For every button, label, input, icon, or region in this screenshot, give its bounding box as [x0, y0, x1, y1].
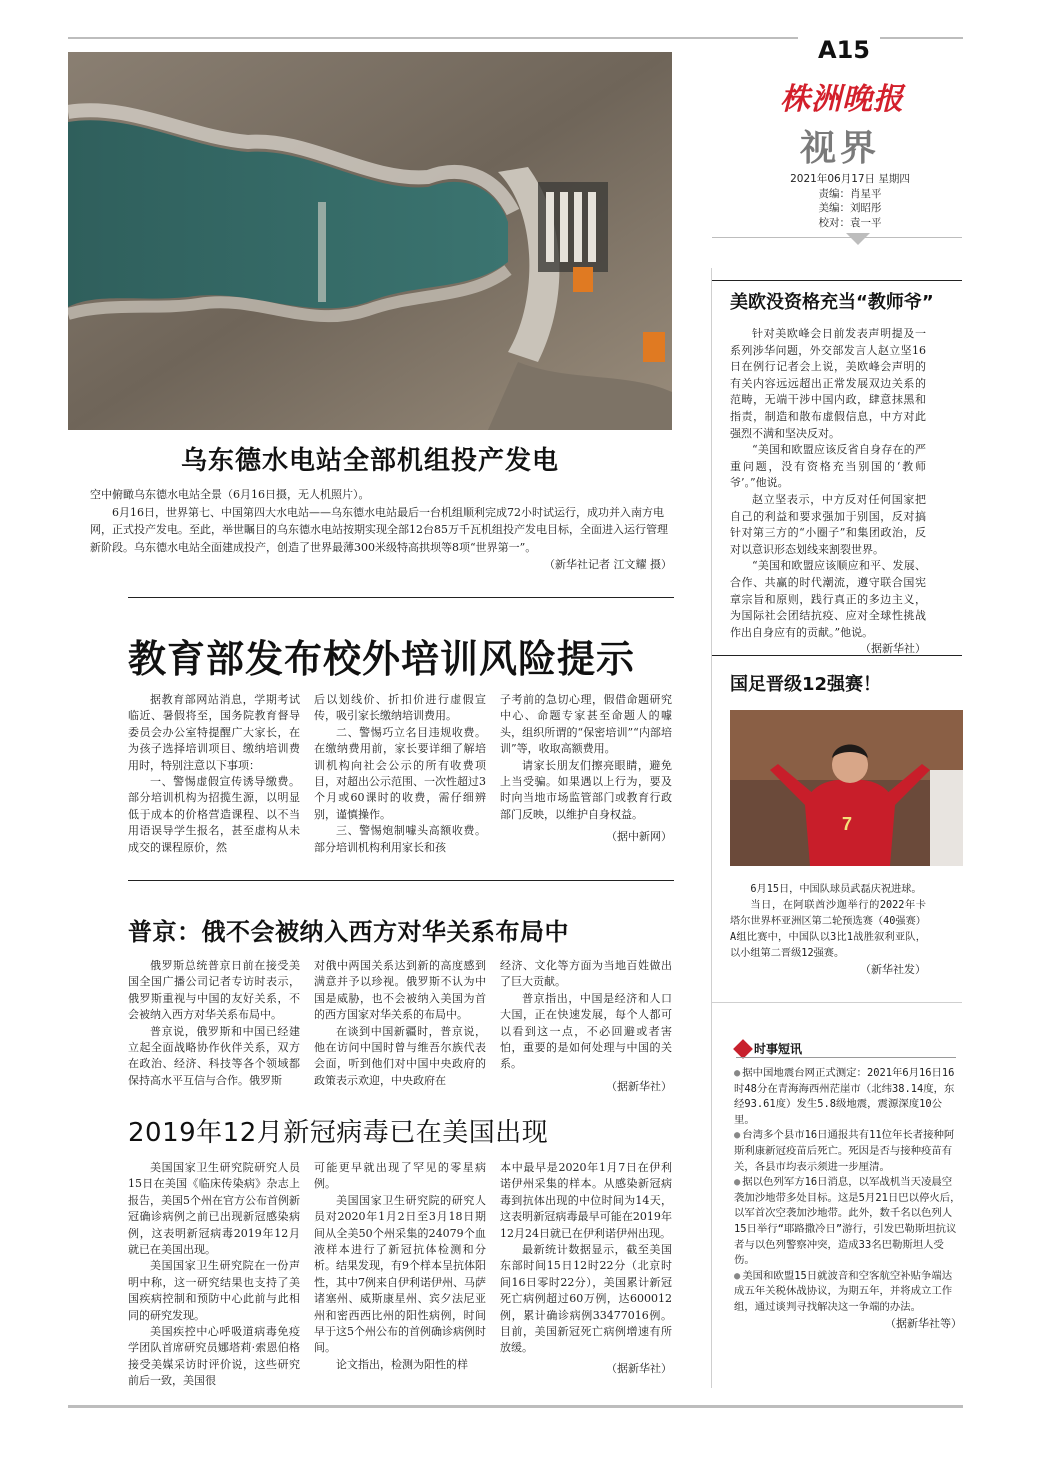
- proofreader-credit: 校对：袁一平: [818, 216, 882, 229]
- covid-body: [128, 1160, 674, 1390]
- brief-text: 据以色列军方16日消息，以军战机当天凌晨空袭加沙地带多处目标。这是5月21日巴以停火后，以军首次空袭加沙地带。此外，数千名以色列人15日举行“耶路撒冷日”游行，引发巴勒斯坦抗议者与以色列警察冲突，造成33名巴勒斯坦人受伤。: [734, 1176, 961, 1267]
- briefs-list: [734, 1066, 962, 1331]
- covid-col-1: [128, 1160, 300, 1390]
- hero-caption-line-1: 空中俯瞰乌东德水电站全景（6月16日摄，无人机照片）。: [90, 488, 370, 501]
- designer-credit: 美编：刘昭彤: [818, 202, 882, 214]
- brief-item: [734, 1269, 962, 1316]
- edu-para: 子考前的急切心理，假借命题研究中心、命题专家甚至命题人的噱头，组织所谓的“保密培训”“内部培训”等，收取高额费用。: [500, 693, 672, 756]
- bullet-icon: ●: [734, 1067, 741, 1079]
- edu-headline: 教育部发布校外培训风险提示: [128, 637, 636, 681]
- edu-para: 后以划线价、折扣价进行虚假宣传，吸引家长缴纳培训费用。: [314, 693, 486, 723]
- edu-para: 请家长朋友们擦亮眼睛，避免上当受骗。如果遇以上行为，要及时向当地市场监管部门或教育行政部门反映，以维护自身权益。: [500, 758, 672, 821]
- covid-para: 美国国家卫生研究院的研究人员对2020年1月2日至3月18日期间从全美50个州采集的24079个血液样本进行了新冠抗体检测和分析。结果发现，有9个样本呈抗体阳性，其中7例来自伊利诺伊州、马萨诸塞州、威斯康星州、宾夕法尼亚州和密西西比州的阳性病例，时间早于这5个州公布的首例确诊病例时间。: [314, 1193, 486, 1355]
- briefs-tag-rule: [736, 1057, 956, 1058]
- covid-para: 本中最早是2020年1月7日在伊利诺伊州采集的样本。从感染新冠病毒到抗体出现的中位时间为14天，这表明新冠病毒最早可能在2019年12月24日就已在伊利诺伊州出现。: [500, 1161, 672, 1240]
- editor-credit: 责编：肖星平: [818, 187, 882, 200]
- divider-under-hero: [128, 597, 674, 598]
- briefs-tag-icon: [733, 1039, 753, 1059]
- brief-text: 台湾多个县市16日通报共有11位年长者接种阿斯利康新冠疫苗后死亡。死因是否与接种疫苗有关，各县市均表示须进一步厘清。: [734, 1129, 955, 1173]
- paper-logo: 株洲晚报: [780, 82, 904, 117]
- side-article-2-title: 国足晋级12强赛！: [730, 674, 882, 695]
- side-article-1-credit: （据新华社）: [860, 642, 926, 656]
- briefs-credit: （据新华社等）: [885, 1316, 962, 1330]
- bullet-icon: ●: [734, 1269, 741, 1282]
- putin-body: [128, 958, 674, 1095]
- edu-para: 二、警惕巧立名目违规收费。在缴纳费用前，家长要详细了解培训机构向社会公示的所有收费项目，对超出公示范围、一次性超过3个月或60课时的收费，需仔细辨别，谨慎操作。: [314, 725, 486, 821]
- brief-item: [734, 1128, 962, 1175]
- briefs-tag: [736, 1040, 802, 1057]
- hydropower-photo: [68, 52, 672, 430]
- side-article-1-body: [730, 326, 926, 658]
- putin-para: 在谈到中国新疆时，普京说，他在访问中国时曾与维吾尔族代表会面，听到他们对中国中央政府的政策表示欢迎，中央政府在: [314, 1024, 486, 1087]
- hero-caption: [90, 486, 672, 574]
- brief-text: 据中国地震台网正式测定：2021年6月16日16时48分在青海海西州茫崖市（北纬38.14度，东经93.61度）发生5.8级地震，震源深度10公里。: [734, 1067, 955, 1126]
- section-title: 视界: [800, 127, 881, 169]
- side-article-1-title: 美欧没资格充当“教师爷”: [730, 292, 934, 313]
- football-photo: [730, 710, 963, 866]
- edu-para: 一、警惕虚假宣传诱导缴费。部分培训机构为招揽生源，以明显低于成本的价格营造课程、以不当用语误导学生报名，甚至虚构从未成交的课程原价，然: [128, 775, 300, 854]
- edu-body: [128, 692, 674, 856]
- putin-col-2: [314, 958, 486, 1095]
- edu-col-2: [314, 692, 486, 856]
- svg-text:7: 7: [842, 814, 853, 834]
- meta-arrow-icon: [846, 233, 870, 245]
- side-article-1-para: 针对美欧峰会日前发表声明提及一系列涉华问题，外交部发言人赵立坚16日在例行记者会上说，美欧峰会声明的有关内容远远超出正常发展双边关系的范畴，无端干涉中国内政，肆意抹黑和指责，制造和散布虚假信息，中方对此强烈不满和坚决反对。: [730, 327, 926, 440]
- column-divider: [711, 268, 712, 1388]
- covid-para: 论文指出，检测为阳性的样: [336, 1357, 468, 1371]
- page-number: A15: [818, 36, 870, 64]
- side-article-1-para: “美国和欧盟应该反省自身存在的严重问题，没有资格充当别国的‘教师爷’。”他说。: [730, 443, 926, 490]
- covid-para: 美国疾控中心呼吸道病毒免疫学团队首席研究员娜塔莉·索恩伯格接受美媒采访时评价说，这些研究前后一致，美国很: [128, 1325, 300, 1388]
- divider-under-edu: [128, 880, 674, 881]
- putin-col-3: [500, 958, 672, 1095]
- putin-credit: （据新华社）: [606, 1079, 672, 1093]
- top-rule-right: [880, 37, 963, 39]
- putin-para: 经济、文化等方面为当地百姓做出了巨大贡献。: [500, 959, 672, 989]
- covid-headline: 2019年12月新冠病毒已在美国出现: [128, 1118, 549, 1148]
- covid-col-2: [314, 1160, 486, 1390]
- brief-item: [734, 1066, 962, 1128]
- edu-para: 三、警惕炮制噱头高额收费。部分培训机构利用家长和孩: [314, 824, 486, 854]
- side-article-1-para: “美国和欧盟应该顺应和平、发展、合作、共赢的时代潮流，遵守联合国宪章宗旨和原则，践行真正的多边主义，为国际社会团结抗疫、应对全球性挑战作出自身应有的贡献。”他说。: [730, 559, 926, 639]
- hero-credit: （新华社记者 江文耀 摄）: [544, 558, 672, 571]
- putin-col-1: [128, 958, 300, 1095]
- briefs-tag-label: 时事短讯: [754, 1042, 803, 1056]
- date-line: 2021年06月17日 星期四: [790, 173, 910, 185]
- side-article-2-credit: （新华社发）: [860, 963, 926, 976]
- top-rule-left: [68, 37, 798, 39]
- bottom-rule: [68, 1405, 963, 1408]
- edu-credit: （据中新网）: [606, 830, 672, 844]
- side-rule-1: [712, 280, 962, 281]
- covid-para: 美国国家卫生研究院研究人员15日在美国《临床传染病》杂志上报告，美国5个州在官方公布首例新冠确诊病例之前已出现新冠感染病例，这表明新冠病毒2019年12月就已在美国出现。: [128, 1161, 300, 1257]
- edu-col-1: [128, 692, 300, 856]
- edu-para: 据教育部网站消息，学期考试临近、暑假将至，国务院教育督导委员会办公室特提醒广大家长，在为孩子选择培训项目、缴纳培训费用时，特别注意以下事项：: [128, 693, 300, 772]
- side-article-1-para: 赵立坚表示，中方反对任何国家把自己的利益和要求强加于别国，反对搞针对第三方的“小圈子”和集团政治，反对以意识形态划线来割裂世界。: [730, 492, 926, 556]
- masthead-meta: [770, 172, 930, 230]
- putin-para: 普京说，俄罗斯和中国已经建立起全面战略协作伙伴关系，双方在政治、经济、科技等各个领域都保持高水平互信与合作。俄罗斯: [128, 1024, 300, 1087]
- covid-col-3: [500, 1160, 672, 1390]
- brief-item: [734, 1175, 962, 1269]
- bullet-icon: ●: [734, 1176, 741, 1189]
- hero-headline: 乌东德水电站全部机组投产发电: [180, 446, 559, 476]
- covid-para: 最新统计数据显示，截至美国东部时间15日12时22分（北京时间16日零时22分），美国累计新冠死亡病例超过60万例，达600012例，累计确诊病例33477016例。目前，美国新冠死亡病例增速有所放缓。: [500, 1243, 672, 1355]
- meta-rule: [712, 237, 962, 238]
- side-article-2-caption: [730, 882, 926, 978]
- putin-para: 对俄中两国关系达到新的高度感到满意并予以珍视。俄罗斯不认为中国是威胁，也不会被纳入美国为首的西方国家对华关系的布局中。: [314, 959, 486, 1022]
- brief-text: 美国和欧盟15日就波音和空客航空补贴争端达成五年关税休战协议，为期五年，并将成立工作组，通过谈判寻找解决这一争端的办法。: [734, 1269, 953, 1313]
- bullet-icon: ●: [734, 1129, 741, 1142]
- covid-para: 美国国家卫生研究院在一份声明中称，这一研究结果也支持了美国疾病控制和预防中心此前与此相同的研究发现。: [128, 1259, 300, 1322]
- putin-headline: 普京：俄不会被纳入西方对华关系布局中: [128, 918, 569, 946]
- side-article-2-caption-line: 当日，在阿联酋沙迦举行的2022年卡塔尔世界杯亚洲区第二轮预选赛（40强赛）A组比赛中，中国队以3比1战胜叙利亚队，以小组第二晋级12强赛。: [730, 900, 926, 959]
- side-article-2-caption-line: 6月15日，中国队球员武磊庆祝进球。: [750, 884, 922, 895]
- side-rule-2: [712, 655, 962, 656]
- covid-credit: （据新华社）: [606, 1361, 672, 1375]
- covid-para: 可能更早就出现了罕见的零星病例。: [314, 1161, 486, 1191]
- edu-col-3: [500, 692, 672, 856]
- putin-para: 普京指出，中国是经济和人口大国，正在快速发展，每个人都可以看到这一点，不必回避或者害怕，重要的是如何处理与中国的关系。: [500, 991, 672, 1071]
- hero-caption-line-2: 6月16日，世界第七、中国第四大水电站——乌东德水电站最后一台机组顺利完成72小时试运行，成功并入南方电网，正式投产发电。至此，举世瞩目的乌东德水电站按期实现全部12台85万千瓦机组投产发电目标，全面进入运行管理新阶段。乌东德水电站全面建成投产，创造了世界最薄300米级特高拱坝等8项“世界第一”。: [90, 505, 668, 554]
- side-rule-3: [712, 1002, 962, 1003]
- putin-para: 俄罗斯总统普京日前在接受美国全国广播公司记者专访时表示，俄罗斯重视与中国的友好关系，不会被纳入西方对华关系布局中。: [128, 959, 300, 1022]
